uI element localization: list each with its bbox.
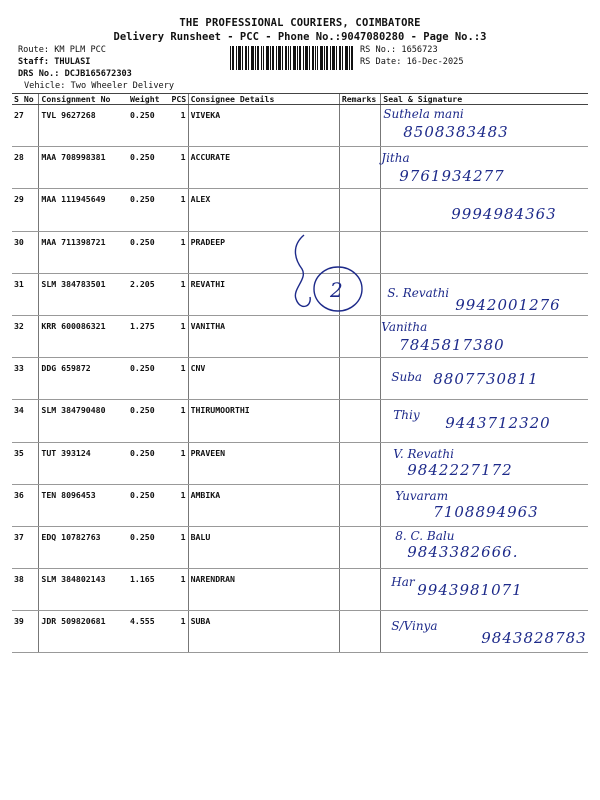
signature-name: Har [391,575,415,590]
cell-remarks [339,189,380,231]
runsheet-table [12,93,588,653]
table-row [12,358,588,400]
cell-consignee: PRAVEEN [188,442,339,484]
col-header-pcs: PCS [171,94,187,104]
cell-pcs: 1 [169,189,188,231]
cell-pcs: 1 [169,315,188,357]
signature-name: Yuvaram [395,488,449,503]
cell-remarks [339,442,380,484]
cell-remarks [339,358,380,400]
handwritten-circle-mark [282,227,392,327]
barcode-image [230,46,354,70]
cell-sno: 34 [12,400,39,442]
cell-consignment: KRR 600086321 [39,315,128,357]
rs-date-line [360,56,464,68]
cell-consignment: DDG 659872 [39,358,128,400]
cell-consignment: SLM 384790480 [39,400,128,442]
cell-consignment: TUT 393124 [39,442,128,484]
cell-signature [381,273,588,315]
cell-consignment: SLM 384783501 [39,273,128,315]
cell-sno: 36 [12,484,39,526]
cell-remarks [339,400,380,442]
cell-sno: 29 [12,189,39,231]
cell-consignment: JDR 509820681 [39,611,128,653]
col-header-weight: Weight [128,94,169,105]
cell-sno: 32 [12,315,39,357]
cell-consignee: VIVEKA [188,105,339,147]
cell-weight: 0.250 [128,442,169,484]
cell-weight: 1.165 [128,569,169,611]
cell-consignment: MAA 111945649 [39,189,128,231]
cell-weight: 2.205 [128,273,169,315]
signature-phone: 9942001276 [455,295,561,314]
signature-name: V. Revathi [393,446,454,461]
col-header-remarks: Remarks [339,94,380,105]
table-row [12,105,588,147]
cell-remarks [339,484,380,526]
rs-no-label: RS No.: [360,45,397,55]
cell-signature [381,147,588,189]
cell-signature [381,484,588,526]
cell-consignee: VANITHA [188,315,339,357]
table-body [12,105,588,653]
signature-phone: 9943981071 [417,581,523,600]
table-row [12,442,588,484]
cell-weight: 0.250 [128,484,169,526]
route-line [18,44,106,56]
cell-signature [381,526,588,568]
route-value: KM PLM PCC [54,45,106,55]
rs-date-label: RS Date: [360,57,402,67]
cell-consignee: ALEX [188,189,339,231]
signature-name: S. Revathi [387,285,450,300]
cell-consignment: TEN 8096453 [39,484,128,526]
cell-pcs: 1 [169,105,188,147]
runsheet-subtitle: Delivery Runsheet - PCC - Phone No.:9047080280 - Page No.:3 [113,31,487,43]
table-row [12,147,588,189]
table-row [12,189,588,231]
vehicle-label: Vehicle: [24,81,66,91]
cell-signature [381,442,588,484]
table-row [12,400,588,442]
table-row [12,526,588,568]
cell-consignment: MAA 708998381 [39,147,128,189]
cell-signature [381,105,588,147]
cell-pcs: 1 [169,484,188,526]
cell-weight: 0.250 [128,105,169,147]
cell-remarks [339,611,380,653]
cell-consignee: AMBIKA [188,484,339,526]
cell-weight: 4.555 [128,611,169,653]
signature-phone: 9761934277 [399,167,505,186]
cell-pcs: 1 [169,358,188,400]
cell-consignee: NARENDRAN [188,569,339,611]
signature-name: S/Vinya [391,619,438,634]
cell-weight: 0.250 [128,231,169,273]
circled-number: 2 [330,278,343,302]
signature-name: Jitha [381,151,410,166]
drs-label: DRS No.: [18,69,60,79]
col-header-sno: S No [12,94,39,105]
cell-sno: 39 [12,611,39,653]
signature-name: Suba [391,370,423,385]
col-header-consignee: Consignee Details [188,94,339,105]
cell-signature [381,611,588,653]
cell-sno: 27 [12,105,39,147]
col-header-consignment: Consignment No [39,94,128,105]
cell-sno: 33 [12,358,39,400]
signature-phone: 8807730811 [433,370,539,389]
cell-sno: 30 [12,231,39,273]
signature-phone: 7845817380 [399,335,505,354]
signature-name: Thiy [393,408,420,423]
signature-phone: 9994984363 [451,205,557,224]
cell-pcs: 1 [169,273,188,315]
cell-sno: 38 [12,569,39,611]
cell-signature [381,569,588,611]
cell-signature [381,231,588,273]
table-header-row [12,94,588,105]
cell-pcs: 1 [169,442,188,484]
signature-name: 8. C. Balu [395,528,455,543]
signature-phone: 7108894963 [433,502,539,521]
staff-line [18,56,90,68]
drs-line [18,68,132,80]
cell-consignee: THIRUMOORTHI [188,400,339,442]
drs-value: DCJB165672303 [64,69,132,79]
cell-remarks [339,147,380,189]
cell-pcs: 1 [169,400,188,442]
cell-sno: 35 [12,442,39,484]
cell-pcs: 1 [169,569,188,611]
cell-remarks [339,105,380,147]
cell-weight: 0.250 [128,526,169,568]
signature-phone: 9843828783 [481,629,587,648]
signature-phone: 8508383483 [403,123,509,141]
cell-consignment: EDQ 10782763 [39,526,128,568]
company-title: THE PROFESSIONAL COURIERS, COIMBATORE [179,17,421,29]
cell-consignment: TVL 9627268 [39,105,128,147]
cell-sno: 31 [12,273,39,315]
cell-pcs: 1 [169,231,188,273]
cell-pcs: 1 [169,526,188,568]
table-row [12,569,588,611]
vehicle-line [24,80,174,92]
cell-remarks [339,569,380,611]
cell-consignment: SLM 384802143 [39,569,128,611]
rs-no-value: 1656723 [401,45,438,55]
cell-signature [381,189,588,231]
cell-signature [381,315,588,357]
table-row [12,611,588,653]
cell-remarks [339,526,380,568]
cell-pcs: 1 [169,147,188,189]
cell-weight: 1.275 [128,315,169,357]
cell-weight: 0.250 [128,189,169,231]
signature-phone: 9443712320 [445,414,551,433]
cell-consignee: CNV [188,358,339,400]
cell-weight: 0.250 [128,147,169,189]
col-header-signature: Seal & Signature [381,94,588,105]
cell-consignee: PRADEEP [188,231,339,273]
cell-signature [381,400,588,442]
cell-weight: 0.250 [128,358,169,400]
rs-date-value: 16-Dec-2025 [406,57,464,67]
cell-sno: 37 [12,526,39,568]
vehicle-value: Two Wheeler Delivery [70,81,175,91]
signature-phone: 9843382666. [407,542,519,561]
rs-no-line [360,44,438,56]
cell-consignee: BALU [188,526,339,568]
cell-consignment: MAA 711398721 [39,231,128,273]
route-label: Route: [18,45,50,55]
cell-consignee: SUBA [188,611,339,653]
cell-sno: 28 [12,147,39,189]
table-row [12,484,588,526]
cell-signature [381,358,588,400]
staff-value: THULASI [54,57,91,67]
signature-name: Vanitha [381,319,428,334]
signature-name: Suthela mani [383,107,464,121]
cell-pcs: 1 [169,611,188,653]
signature-phone: 9842227172 [407,460,513,479]
cell-consignee: ACCURATE [188,147,339,189]
staff-label: Staff: [18,57,50,67]
cell-consignee: REVATHI [188,273,339,315]
cell-weight: 0.250 [128,400,169,442]
